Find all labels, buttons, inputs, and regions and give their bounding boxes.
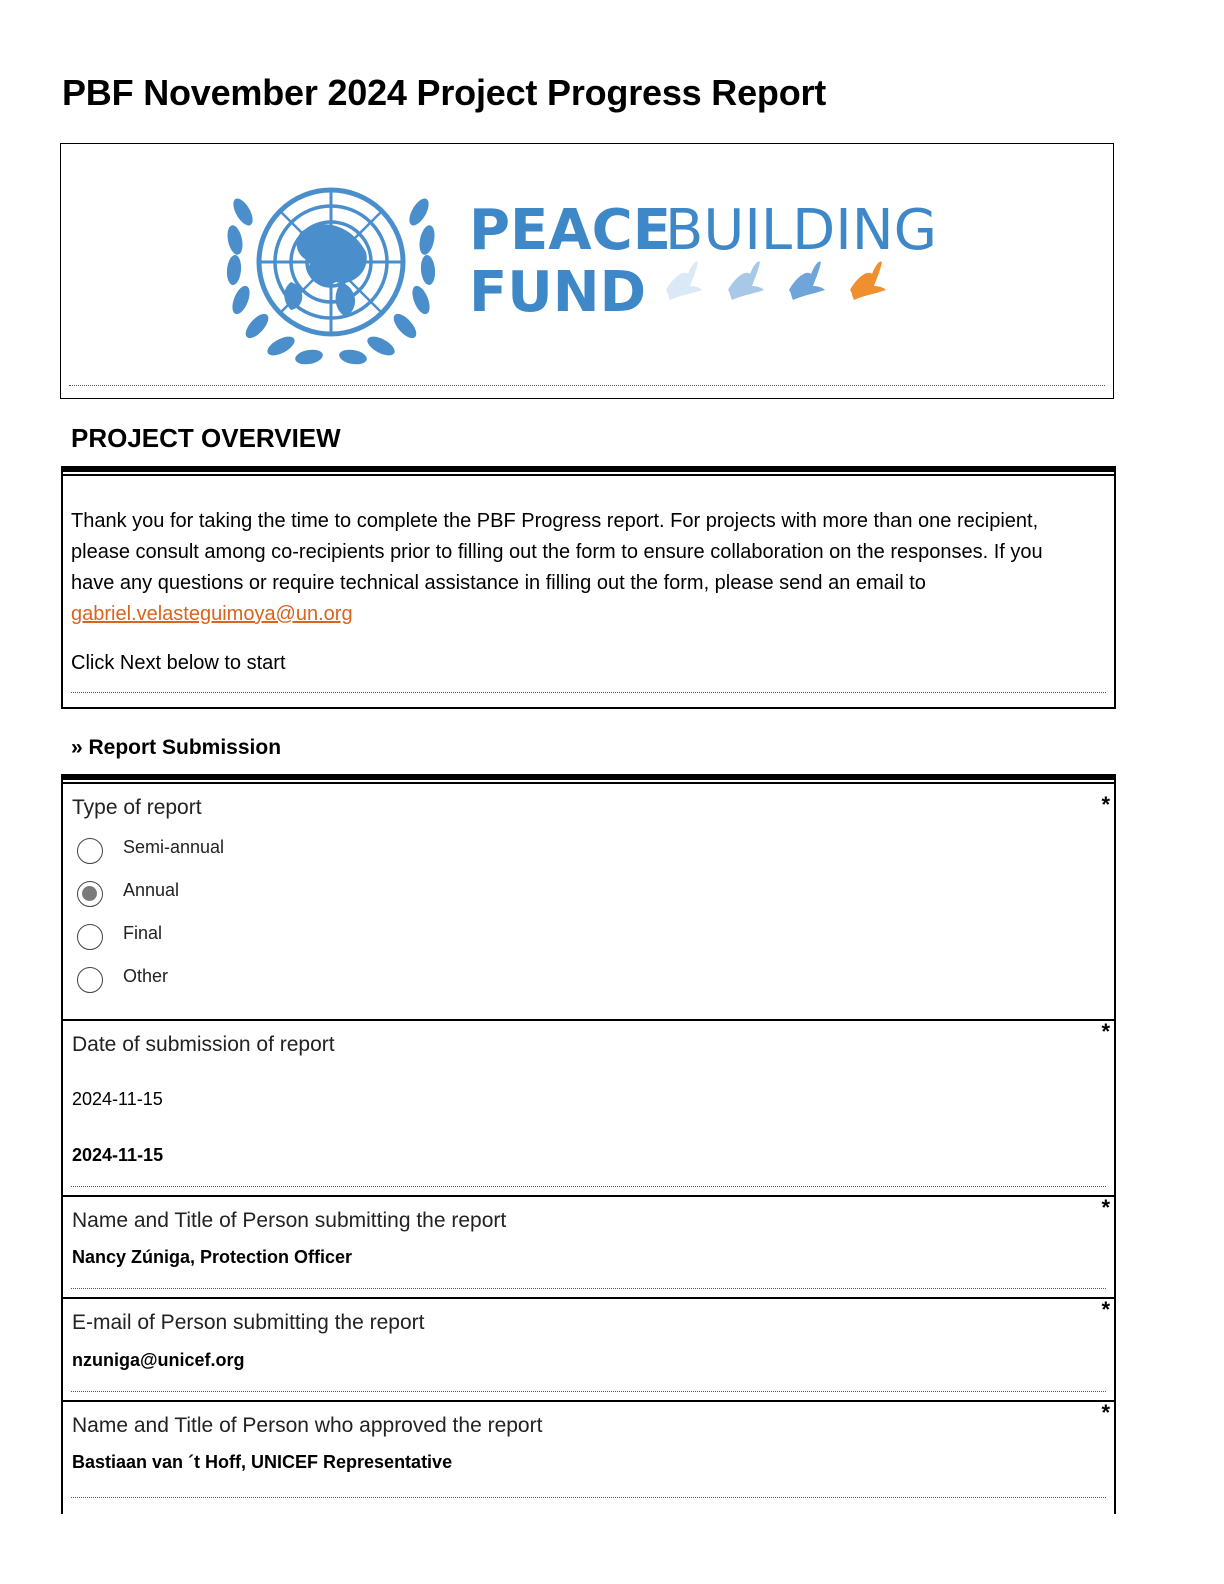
divider bbox=[71, 1186, 1106, 1187]
field-type-of-report bbox=[63, 784, 1114, 1021]
required-mark: * bbox=[1101, 1400, 1110, 1425]
logo-word-building: BUILDING bbox=[665, 198, 938, 263]
date-value: 2024-11-15 bbox=[72, 1145, 164, 1165]
project-overview-panel bbox=[61, 466, 1116, 709]
field-label: Name and Title of Person submitting the report bbox=[72, 1209, 507, 1232]
required-mark: * bbox=[1101, 1195, 1110, 1220]
section-divider bbox=[61, 466, 1116, 472]
divider bbox=[71, 1497, 1106, 1498]
field-label: Type of report bbox=[72, 796, 202, 819]
radio-label: Semi-annual bbox=[123, 837, 225, 857]
section-divider bbox=[61, 774, 1116, 780]
dove-icon bbox=[789, 262, 825, 301]
field-submitter-email bbox=[63, 1299, 1114, 1402]
radio-label: Annual bbox=[123, 880, 180, 900]
field-label: Date of submission of report bbox=[72, 1033, 335, 1056]
dove-icon bbox=[850, 262, 886, 301]
contact-email-link[interactable]: gabriel.velasteguimoya@un.org bbox=[71, 603, 353, 625]
submitter-name-value[interactable]: Nancy Zúniga, Protection Officer bbox=[72, 1247, 353, 1267]
radio-button[interactable] bbox=[77, 924, 103, 950]
report-submission-form bbox=[61, 774, 1116, 1514]
field-date-of-submission bbox=[63, 1021, 1114, 1197]
intro-text: Thank you for taking the time to complete the PBF Progress report. For projects with more than one recipient, please consult among co-recipients prior to filling out the form to ensure collaboration on the responses. If you have any questions or require technical assistance in filling out the form, please send an email to bbox=[71, 510, 1043, 594]
date-input[interactable]: 2024-11-15 bbox=[72, 1089, 163, 1109]
radio-label: Other bbox=[123, 966, 169, 986]
radio-button[interactable] bbox=[77, 838, 103, 864]
radio-button-selected[interactable] bbox=[77, 881, 103, 907]
field-label: Name and Title of Person who approved the report bbox=[72, 1414, 543, 1437]
section-title-report-submission: » Report Submission bbox=[71, 736, 282, 759]
required-mark: * bbox=[1101, 1019, 1110, 1044]
page-title: PBF November 2024 Project Progress Report bbox=[62, 72, 827, 113]
logo-banner bbox=[60, 143, 1114, 399]
section-title-project-overview: PROJECT OVERVIEW bbox=[71, 423, 341, 453]
required-mark: * bbox=[1101, 792, 1110, 817]
logo-word-fund: FUND bbox=[469, 260, 647, 325]
required-mark: * bbox=[1101, 1297, 1110, 1322]
approver-name-value[interactable]: Bastiaan van ´t Hoff, UNICEF Representative bbox=[72, 1452, 453, 1472]
divider bbox=[69, 385, 1105, 386]
dove-icon bbox=[728, 262, 764, 301]
logo-word-peace: PEACE bbox=[469, 198, 671, 263]
dove-icon bbox=[666, 262, 702, 301]
submitter-email-value[interactable]: nzuniga@unicef.org bbox=[72, 1350, 245, 1370]
un-emblem-icon bbox=[225, 190, 437, 366]
divider bbox=[71, 1391, 1106, 1392]
start-instruction: Click Next below to start bbox=[71, 652, 286, 674]
field-approver-name bbox=[63, 1402, 1114, 1504]
radio-label: Final bbox=[123, 923, 163, 943]
field-label: E-mail of Person submitting the report bbox=[72, 1311, 425, 1334]
radio-button[interactable] bbox=[77, 967, 103, 993]
intro-paragraph bbox=[71, 506, 1061, 630]
peacebuilding-fund-logo bbox=[61, 144, 1115, 374]
field-submitter-name bbox=[63, 1197, 1114, 1299]
divider bbox=[71, 692, 1106, 693]
divider bbox=[71, 1288, 1106, 1289]
